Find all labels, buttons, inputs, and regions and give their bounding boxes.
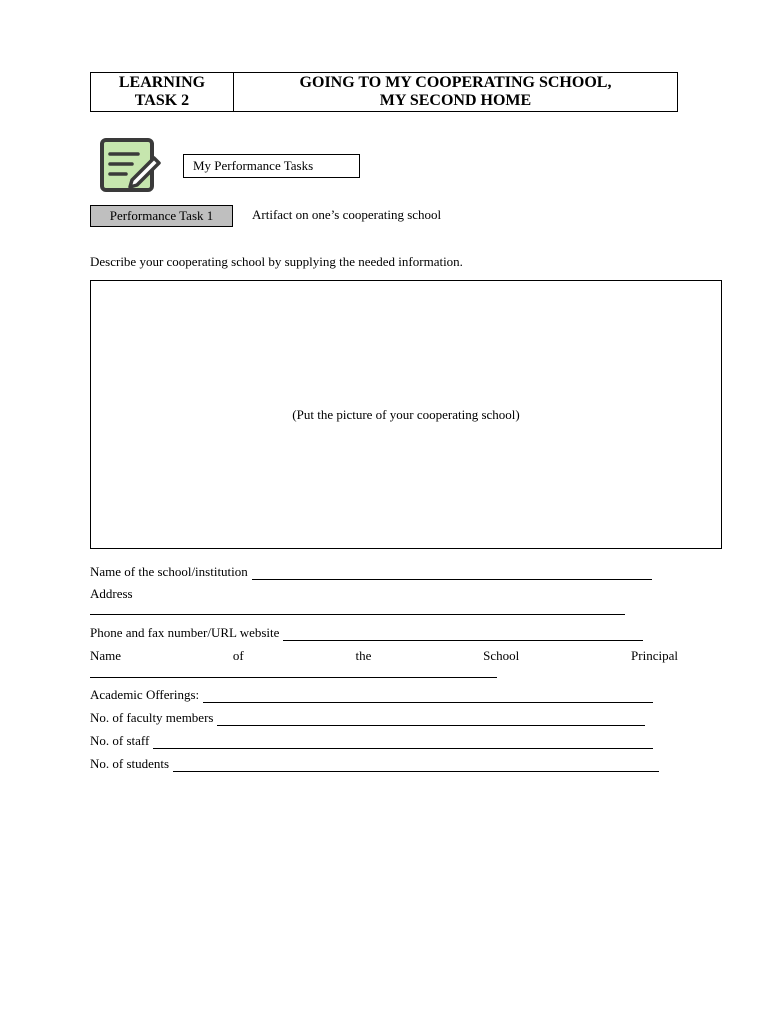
staff-blank[interactable] [153,736,653,749]
header-left-line1: LEARNING [118,74,206,91]
faculty-row [90,710,645,726]
principal-word-1: Name [90,648,122,663]
students-row [90,756,659,772]
phone-label: Phone and fax number/URL website [90,625,280,640]
principal-row [90,648,678,664]
school-name-blank[interactable] [252,567,652,580]
school-name-row [90,564,652,580]
performance-task-description: Artifact on one’s cooperating school [252,207,442,222]
address-label: Address [90,586,133,601]
students-label: No. of students [90,756,170,771]
principal-word-3: the [355,648,372,663]
staff-label: No. of staff [90,733,150,748]
school-picture-box[interactable] [90,280,722,549]
principal-blank[interactable] [90,677,497,678]
instruction-text: Describe your cooperating school by supplying the needed information. [90,254,463,269]
phone-blank[interactable] [283,628,643,641]
students-blank[interactable] [173,759,659,772]
address-row [90,586,133,602]
staff-row [90,733,653,749]
picture-placeholder: (Put the picture of your cooperating school) [292,406,520,422]
principal-word-4: School [483,648,520,663]
my-performance-tasks-box: My Performance Tasks [183,154,360,178]
notepad-pencil-icon [98,136,162,196]
principal-word-5: Principal [631,648,678,663]
header-left-line2: TASK 2 [134,92,190,109]
faculty-label: No. of faculty members [90,710,214,725]
academic-row [90,687,653,703]
header-title [234,73,677,111]
header-learning-task [91,73,234,111]
performance-task-label: Performance Task 1 [90,205,233,227]
header-right-line2: MY SECOND HOME [379,92,532,109]
faculty-blank[interactable] [217,713,645,726]
header-table [90,72,678,112]
phone-row [90,625,643,641]
address-blank[interactable] [90,614,625,615]
header-right-line1: GOING TO MY COOPERATING SCHOOL, [299,74,612,91]
academic-blank[interactable] [203,690,653,703]
academic-label: Academic Offerings: [90,687,200,702]
principal-word-2: of [232,648,244,663]
school-name-label: Name of the school/institution [90,564,248,579]
